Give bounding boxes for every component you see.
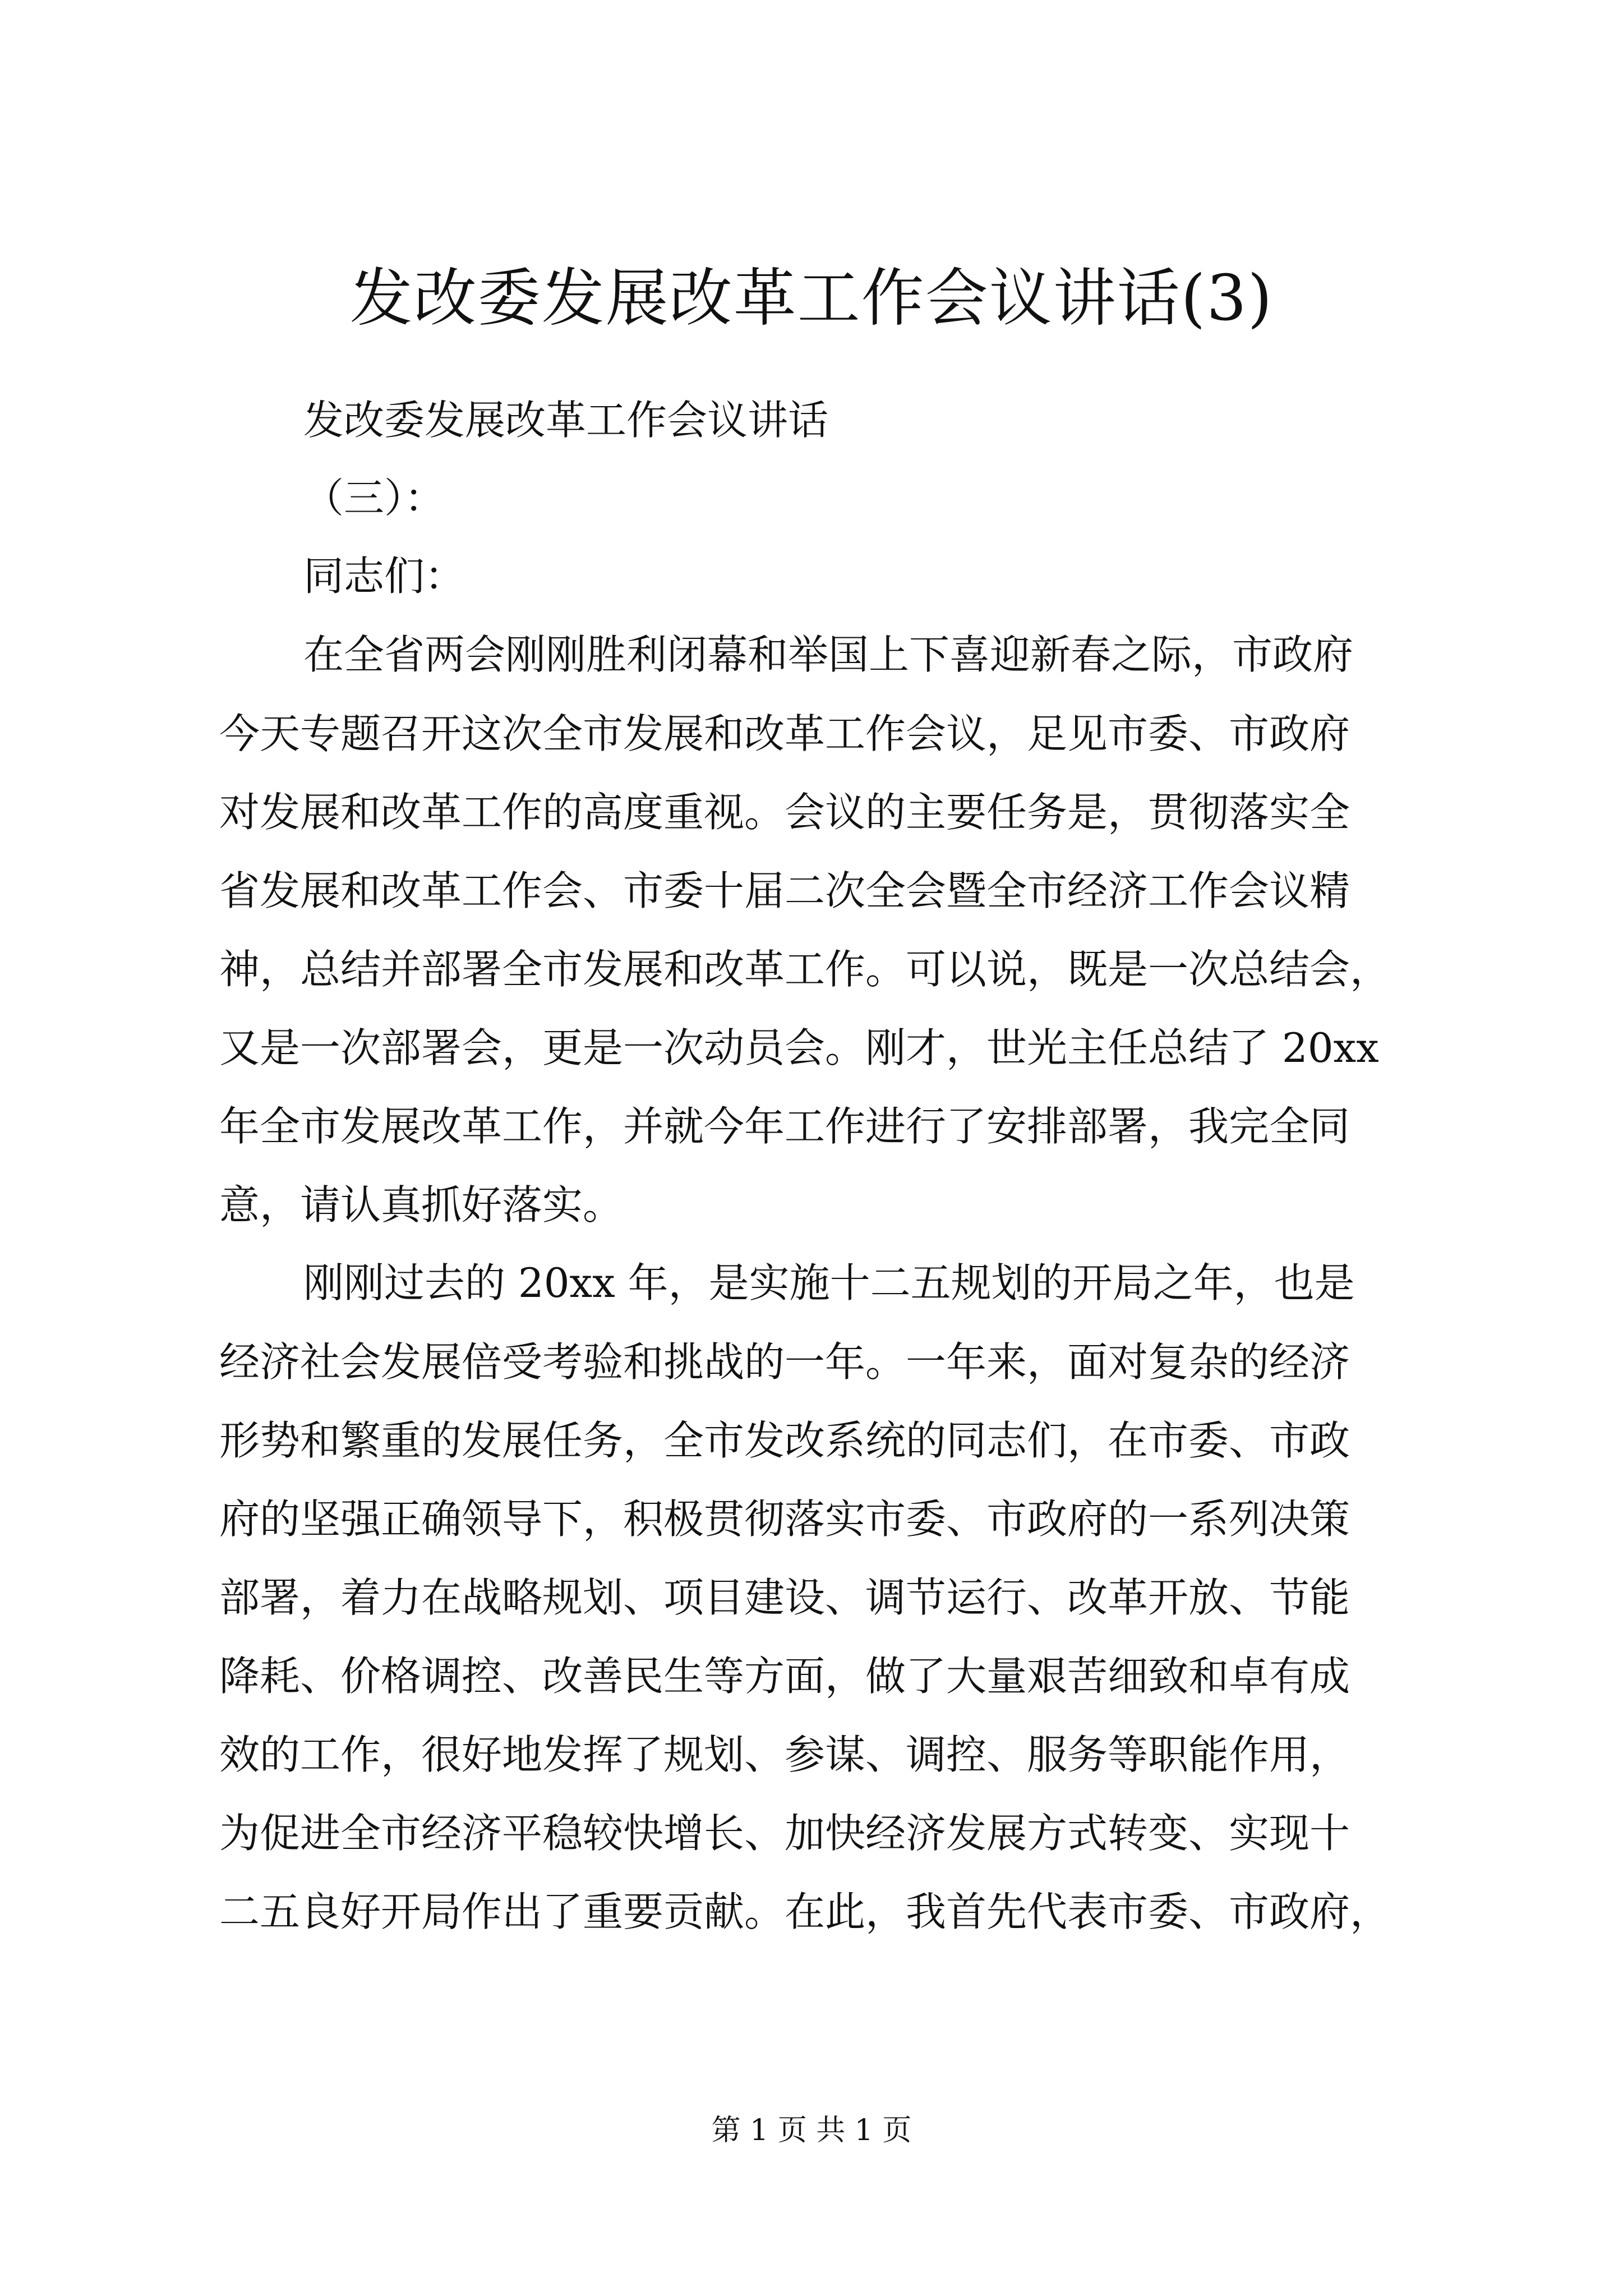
- text-line-subtitle: 发改委发展改革工作会议讲话: [303, 397, 829, 444]
- text-line: 对发展和改革工作的高度重视。会议的主要任务是，贯彻落实全: [219, 789, 1350, 836]
- text-line: 刚刚过去的 20xx 年，是实施十二五规划的开局之年，也是: [303, 1259, 1355, 1306]
- text-line: 省发展和改革工作会、市委十届二次全会暨全市经济工作会议精: [219, 867, 1350, 914]
- text-line: 二五良好开局作出了重要贡献。在此，我首先代表市委、市政府，: [219, 1888, 1391, 1935]
- text-line: 又是一次部署会，更是一次动员会。刚才，世光主任总结了 20xx: [219, 1024, 1379, 1071]
- text-line: 今天专题召开这次全市发展和改革工作会议，足见市委、市政府: [219, 710, 1350, 757]
- page-number-footer: 第 1 页 共 1 页: [711, 2114, 912, 2147]
- text-line: 神，总结并部署全市发展和改革工作。可以说，既是一次总结会，: [219, 946, 1391, 993]
- text-line: 年全市发展改革工作，并就今年工作进行了安排部署，我完全同: [219, 1103, 1350, 1150]
- text-line: 形势和繁重的发展任务，全市发改系统的同志们，在市委、市政: [219, 1417, 1350, 1464]
- text-line: 经济社会发展倍受考验和挑战的一年。一年来，面对复杂的经济: [219, 1338, 1350, 1386]
- text-line: 效的工作，很好地发挥了规划、参谋、调控、服务等职能作用，: [219, 1731, 1350, 1778]
- text-line: 为促进全市经济平稳较快增长、加快经济发展方式转变、实现十: [219, 1810, 1350, 1857]
- text-line: 意，请认真抓好落实。: [219, 1181, 624, 1228]
- text-line-section: （三）：: [303, 475, 445, 522]
- text-line: 府的坚强正确领导下，积极贯彻落实市委、市政府的一系列决策: [219, 1496, 1350, 1543]
- text-line: 降耗、价格调控、改善民生等方面，做了大量艰苦细致和卓有成: [219, 1653, 1350, 1700]
- document-title: 发改委发展改革工作会议讲话(3): [349, 262, 1274, 335]
- text-line: 在全省两会刚刚胜利闭幕和举国上下喜迎新春之际，市政府: [303, 631, 1354, 678]
- text-line: 部署，着力在战略规划、项目建设、调节运行、改革开放、节能: [219, 1574, 1350, 1621]
- text-line-salutation: 同志们：: [303, 553, 465, 600]
